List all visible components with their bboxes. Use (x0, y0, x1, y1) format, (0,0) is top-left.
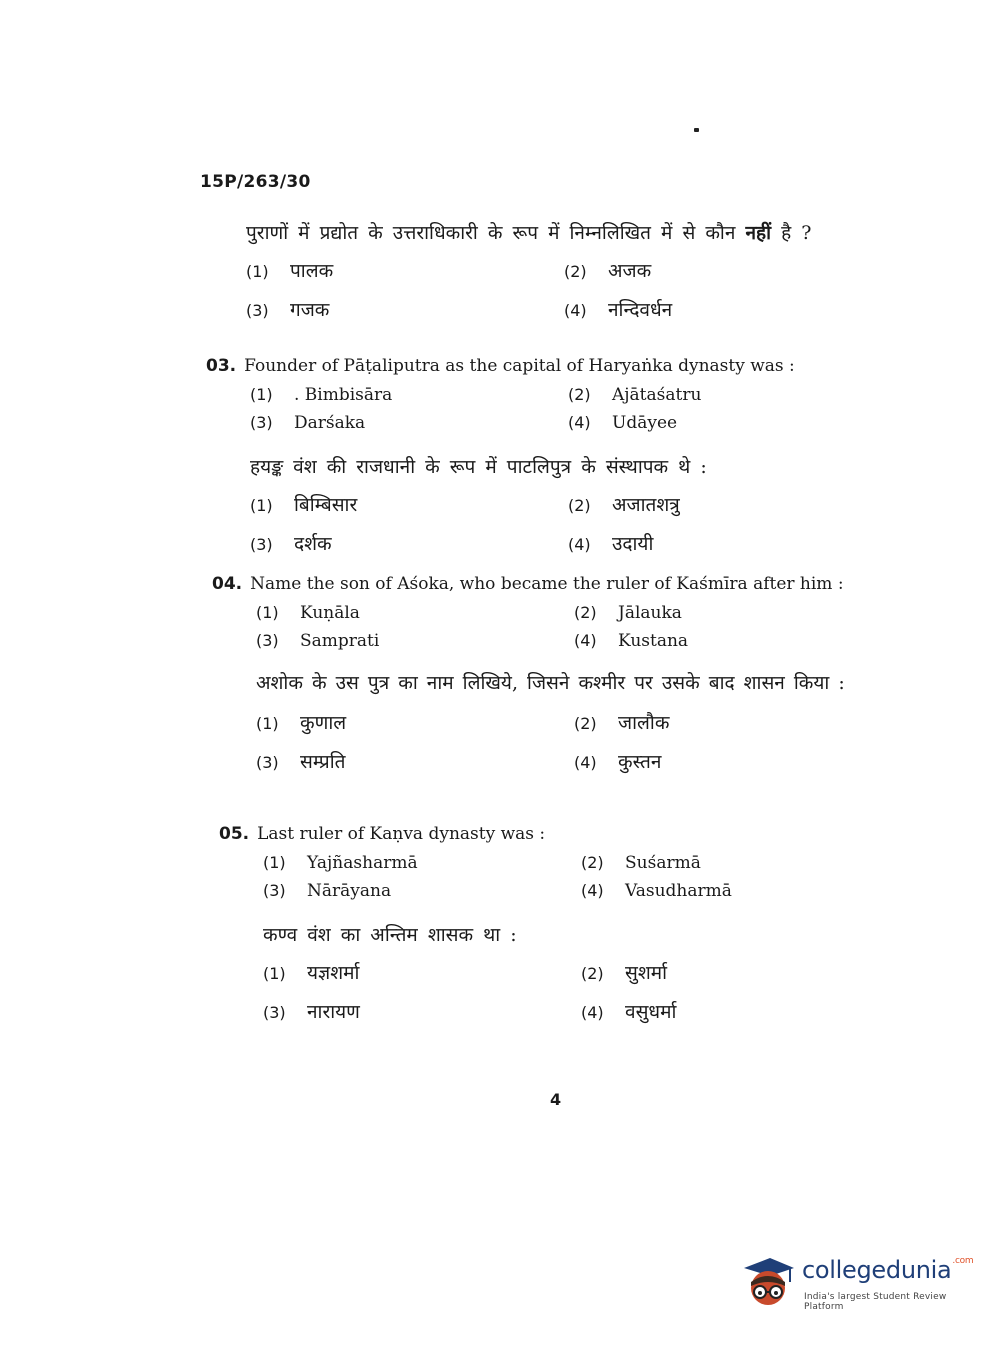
page-number: 4 (550, 1090, 562, 1109)
ink-dot (694, 128, 699, 132)
question-05 (219, 822, 881, 1028)
question-number: 03. (206, 356, 237, 376)
collegedunia-logo[interactable] (738, 1248, 978, 1318)
question-05-options (263, 850, 881, 904)
question-04 (212, 572, 878, 778)
option-1[interactable]: (1) . Bimbisāra (250, 385, 393, 405)
question-02-hindi-stem: पुराणों में प्रद्योत के उत्तराधिकारी के रूप में निम्नलिखित में से कौन नहीं है ? (246, 222, 812, 244)
option-3[interactable]: (3) नारायण (263, 1001, 360, 1023)
option-4[interactable]: (4) नन्दिवर्धन (564, 299, 673, 321)
question-05-hindi-stem: कण्व वंश का अन्तिम शासक था : (263, 924, 517, 946)
option-4[interactable]: (4) Kustana (574, 631, 689, 651)
option-1[interactable]: (1) कुणाल (256, 712, 347, 734)
option-3[interactable]: (3) सम्प्रति (256, 751, 346, 773)
option-2[interactable]: (2) सुशर्मा (581, 962, 668, 984)
question-04-body (256, 600, 878, 778)
option-3[interactable]: (3) गजक (246, 299, 330, 321)
question-03 (206, 354, 868, 560)
question-03-hindi-stem: हयङ्क वंश की राजधानी के रूप में पाटलिपुत्र के संस्थापक थे : (250, 456, 707, 478)
option-1[interactable]: (1) बिम्बिसार (250, 494, 358, 516)
question-02-hindi-options (246, 256, 864, 326)
option-4[interactable]: (4) Udāyee (568, 413, 678, 433)
option-2[interactable]: (2) अजातशत्रु (568, 494, 680, 516)
option-1[interactable]: (1) पालक (246, 260, 334, 282)
logo-tagline: India's largest Student Review Platform (804, 1292, 947, 1312)
option-4[interactable]: (4) वसुधर्मा (581, 1001, 677, 1023)
question-03-stem: 03. Founder of Pāṭaliputra as the capital of Haryaṅka dynasty was : (206, 356, 795, 376)
question-03-body (250, 382, 868, 560)
question-04-hindi-options (256, 708, 878, 778)
option-3[interactable]: (3) Darśaka (250, 413, 366, 433)
paper-code: 15P/263/30 (200, 172, 311, 192)
question-04-options (256, 600, 878, 654)
option-2[interactable]: (2) Suśarmā (581, 853, 701, 873)
question-04-stem: 04. Name the son of Aśoka, who became the ruler of Kaśmīra after him : (212, 574, 844, 594)
option-1[interactable]: (1) Yajñasharmā (263, 853, 418, 873)
option-4[interactable]: (4) Vasudharmā (581, 881, 732, 901)
option-3[interactable]: (3) दर्शक (250, 533, 332, 555)
question-03-hindi-options (250, 490, 868, 560)
question-number: 04. (212, 574, 243, 594)
question-03-options (250, 382, 868, 436)
option-3[interactable]: (3) Samprati (256, 631, 380, 651)
option-4[interactable]: (4) उदायी (568, 533, 654, 555)
question-05-stem: 05. Last ruler of Kaṇva dynasty was : (219, 824, 546, 844)
option-2[interactable]: (2) जालौक (574, 712, 670, 734)
logo-wordmark: collegedunia$^{.com}$ (802, 1256, 974, 1284)
option-1[interactable]: (1) Kuṇāla (256, 603, 360, 623)
mascot-icon (738, 1252, 796, 1310)
option-4[interactable]: (4) कुस्तन (574, 751, 662, 773)
option-3[interactable]: (3) Nārāyana (263, 881, 392, 901)
question-05-hindi-options (263, 958, 881, 1028)
question-number: 05. (219, 824, 250, 844)
question-02-hindi (246, 218, 864, 326)
option-2[interactable]: (2) Ajātaśatru (568, 385, 702, 405)
option-2[interactable]: (2) Jālauka (574, 603, 682, 623)
option-2[interactable]: (2) अजक (564, 260, 652, 282)
option-1[interactable]: (1) यज्ञशर्मा (263, 962, 360, 984)
question-04-hindi-stem: अशोक के उस पुत्र का नाम लिखिये, जिसने कश्मीर पर उसके बाद शासन किया : (256, 672, 845, 694)
question-05-body (263, 850, 881, 1028)
